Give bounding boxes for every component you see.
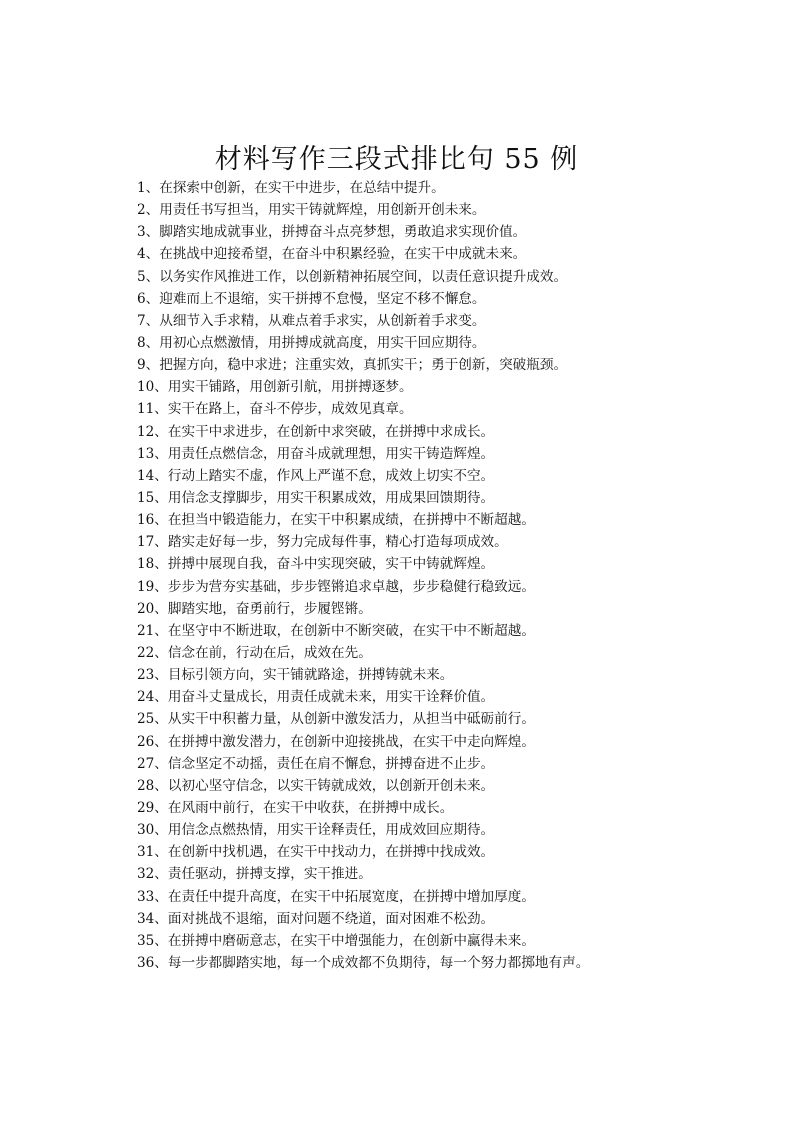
list-item: 24、用奋斗丈量成长，用责任成就未来，用实干诠释价值。 — [137, 689, 495, 706]
list-item: 23、目标引领方向，实干铺就路途，拼搏铸就未来。 — [137, 667, 454, 684]
list-item: 9、把握方向，稳中求进；注重实效，真抓实干；勇于创新，突破瓶颈。 — [137, 357, 568, 374]
list-item: 10、用实干铺路，用创新引航，用拼搏逐梦。 — [137, 379, 413, 396]
list-item: 5、以务实作风推进工作，以创新精神拓展空间，以责任意识提升成效。 — [137, 268, 568, 285]
list-item: 1、在探索中创新，在实干中进步，在总结中提升。 — [137, 180, 445, 196]
list-item: 12、在实干中求进步，在创新中求突破，在拼搏中求成长。 — [137, 423, 495, 440]
document-title: 材料写作三段式排比句 55 例 — [214, 144, 579, 175]
list-item: 13、用责任点燃信念，用奋斗成就理想，用实干铸造辉煌。 — [137, 445, 495, 462]
list-item: 2、用责任书写担当，用实干铸就辉煌，用创新开创未来。 — [137, 202, 486, 219]
list-item: 21、在坚守中不断进取，在创新中不断突破，在实干中不断超越。 — [137, 622, 535, 639]
phrase-list — [137, 177, 777, 974]
list-item: 4、在挑战中迎接希望，在奋斗中积累经验，在实干中成就未来。 — [137, 246, 527, 263]
list-item: 33、在责任中提升高度，在实干中拓展宽度，在拼搏中增加厚度。 — [137, 888, 535, 905]
list-item: 32、责任驱动，拼搏支撑，实干推进。 — [137, 866, 372, 883]
list-item: 26、在拼搏中激发潜力，在创新中迎接挑战，在实干中走向辉煌。 — [137, 733, 535, 750]
list-item: 22、信念在前，行动在后，成效在先。 — [137, 644, 372, 661]
list-item: 25、从实干中积蓄力量，从创新中激发活力，从担当中砥砺前行。 — [137, 711, 535, 728]
list-item: 15、用信念支撑脚步，用实干积累成效，用成果回馈期待。 — [137, 489, 495, 506]
list-item: 6、迎难而上不退缩，实干拼搏不怠慢，坚定不移不懈怠。 — [137, 290, 486, 307]
list-item: 30、用信念点燃热情，用实干诠释责任，用成效回应期待。 — [137, 822, 495, 839]
list-item: 16、在担当中锻造能力，在实干中积累成绩，在拼搏中不断超越。 — [137, 512, 535, 529]
list-item: 27、信念坚定不动摇，责任在肩不懈怠，拼搏奋进不止步。 — [137, 755, 495, 772]
list-item: 20、脚踏实地，奋勇前行，步履铿锵。 — [137, 600, 372, 617]
list-item: 14、行动上踏实不虚，作风上严谨不怠，成效上切实不空。 — [137, 467, 495, 484]
list-item: 31、在创新中找机遇，在实干中找动力，在拼搏中找成效。 — [137, 844, 495, 861]
list-item: 36、每一步都脚踏实地，每一个成效都不负期待，每一个努力都掷地有声。 — [137, 954, 590, 971]
list-item: 17、踏实走好每一步，努力完成每件事，精心打造每项成效。 — [137, 534, 508, 551]
list-item: 34、面对挑战不退缩，面对问题不绕道，面对困难不松劲。 — [137, 910, 495, 927]
list-item: 35、在拼搏中磨砺意志，在实干中增强能力，在创新中赢得未来。 — [137, 932, 535, 949]
list-item: 7、从细节入手求精，从难点着手求实，从创新着手求变。 — [137, 312, 486, 329]
list-item: 29、在风雨中前行，在实干中收获，在拼搏中成长。 — [137, 799, 454, 816]
list-item: 3、脚踏实地成就事业，拼搏奋斗点亮梦想，勇敢追求实现价值。 — [137, 224, 527, 241]
list-item: 19、步步为营夯实基础，步步铿锵追求卓越，步步稳健行稳致远。 — [137, 578, 535, 595]
list-item: 28、以初心坚守信念，以实干铸就成效，以创新开创未来。 — [137, 777, 495, 794]
list-item: 8、用初心点燃激情，用拼搏成就高度，用实干回应期待。 — [137, 334, 486, 351]
list-item: 18、拼搏中展现自我，奋斗中实现突破，实干中铸就辉煌。 — [137, 556, 495, 573]
list-item: 11、实干在路上，奋斗不停步，成效见真章。 — [137, 401, 413, 418]
